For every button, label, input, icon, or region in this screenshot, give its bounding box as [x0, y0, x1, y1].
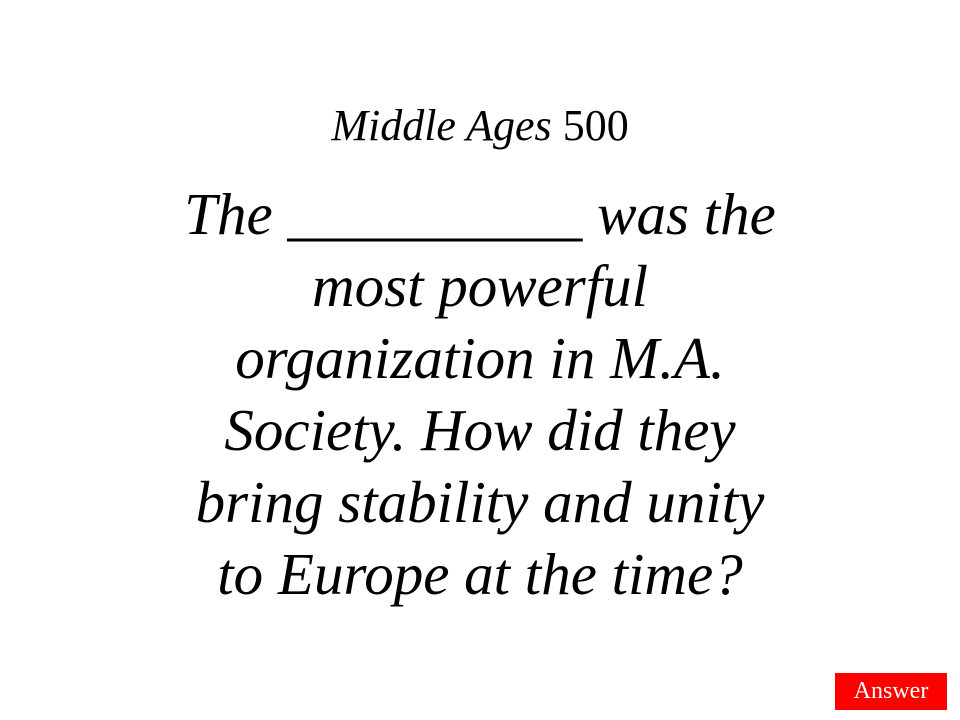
question-line: The __________ was the — [184, 181, 776, 247]
points-value: 500 — [562, 101, 629, 150]
question-line: Society. How did they — [224, 397, 736, 463]
question-line: organization in M.A. — [235, 325, 725, 391]
question-text — [100, 178, 860, 610]
question-line: most powerful — [312, 253, 648, 319]
slide-title — [0, 98, 960, 154]
answer-button[interactable]: Answer — [835, 673, 947, 710]
question-line: bring stability and unity — [195, 469, 765, 535]
category-label: Middle Ages — [331, 101, 552, 150]
question-line: to Europe at the time? — [217, 541, 743, 607]
